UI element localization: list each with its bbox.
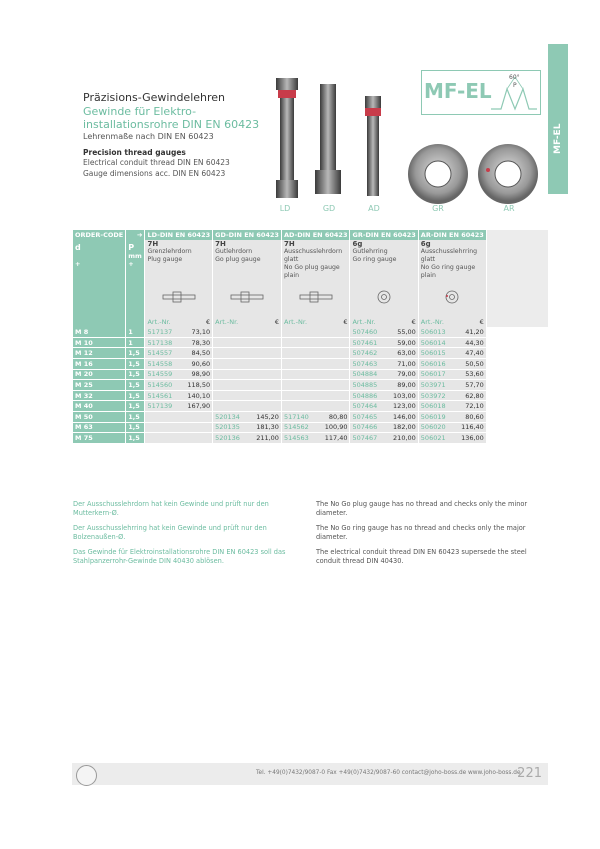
price [319,337,350,348]
table-row [73,422,548,433]
article-number: 507463 [350,358,388,369]
footer [72,763,548,785]
thread-size: M 32 [73,390,126,401]
desc-ad [281,240,350,318]
article-number: 506017 [418,369,456,380]
price: 44,30 [456,337,486,348]
price [251,401,282,412]
article-number: 514559 [145,369,183,380]
article-number [145,433,183,444]
article-number: 517140 [281,411,319,422]
article-number: 507465 [350,411,388,422]
article-number [213,390,251,401]
euro-label: € [456,318,486,328]
thread-size: M 63 [73,422,126,433]
arrow-icon: ➔ [126,230,145,240]
description-line: plain [283,271,300,279]
thread-size: M 12 [73,348,126,359]
notes-de [73,500,303,566]
article-number [281,327,319,337]
dimensions-de: Lehrenmaße nach DIN EN 60423 [83,132,214,141]
subtitle-de-line1: Gewinde für Elektro- [83,105,197,118]
gd-plug-gauge-image [315,84,341,194]
thread-pitch: 1,5 [126,380,145,391]
thread-pitch: 1,5 [126,390,145,401]
thread-size: M 8 [73,327,126,337]
table-row [73,401,548,412]
article-number [281,348,319,359]
article-number: 514560 [145,380,183,391]
price: 63,00 [388,348,418,359]
article-number [281,401,319,412]
note-en-3: The electrical conduit thread DIN EN 60423 supersede the steel conduit thread DIN 40430. [316,548,527,565]
price: 59,00 [388,337,418,348]
description-line: Gutlehrdorn [215,247,253,255]
desc-ar [418,240,486,318]
price: 123,00 [388,401,418,412]
description-line: No Go plug gauge [283,263,340,271]
thread-pitch: 1 [126,327,145,337]
price: 140,10 [183,390,213,401]
price: 117,40 [319,433,350,444]
price: 103,00 [388,390,418,401]
price: 55,00 [388,327,418,337]
description-line: Go plug gauge [215,255,261,263]
dimensions-en: Gauge dimensions acc. DIN EN 60423 [83,169,226,178]
gauge-table [73,230,548,444]
thread-size: M 75 [73,433,126,444]
table-row [73,358,548,369]
price: 98,90 [183,369,213,380]
price [251,337,282,348]
article-number: 517138 [145,337,183,348]
plug-gauge-icon [227,290,267,304]
ring-gauge-icon [432,290,472,304]
col-header-ad: AD-DIN EN 60423 [281,230,350,240]
description-line: Gutlehrring [352,247,388,255]
thread-size: M 40 [73,401,126,412]
price: 47,40 [456,348,486,359]
article-number: 514558 [145,358,183,369]
ld-plug-gauge-image [276,78,298,198]
price [183,433,213,444]
price: 78,30 [183,337,213,348]
company-logo [76,765,97,786]
desc-gr [350,240,418,318]
article-number: 504885 [350,380,388,391]
note-en-1: The No Go plug gauge has no thread and checks only the minor diameter. [316,500,528,517]
product-label-ld: LD [279,204,291,213]
price [251,369,282,380]
article-number [281,358,319,369]
price [319,369,350,380]
article-number: 507460 [350,327,388,337]
article-number: 507462 [350,348,388,359]
price [319,380,350,391]
article-number: 514557 [145,348,183,359]
price [319,401,350,412]
section-tab-label: MF-EL [553,123,563,154]
euro-label: € [183,318,213,328]
article-number: 506021 [418,433,456,444]
section-tab [548,44,568,194]
price: 90,60 [183,358,213,369]
price: 146,00 [388,411,418,422]
footer-contact: Tel. +49(0)7432/9087-0 Fax +49(0)7432/9087-60 contact@joho-boss.de www.joho-boss.de [256,770,521,776]
thread-size: M 50 [73,411,126,422]
price [183,422,213,433]
article-number: 506015 [418,348,456,359]
price [251,358,282,369]
description-line: No Go ring gauge [420,263,476,271]
article-number: 514562 [281,422,319,433]
product-label-gd: GD [322,204,336,213]
price [183,411,213,422]
article-number: 507466 [350,422,388,433]
price [319,348,350,359]
article-number: 507467 [350,433,388,444]
euro-label: € [319,318,350,328]
table-row [73,411,548,422]
euro-label: € [251,318,282,328]
price: 80,80 [319,411,350,422]
price: 182,00 [388,422,418,433]
price: 181,30 [251,422,282,433]
description-line: Plug gauge [147,255,183,263]
art-nr-label: Art.-Nr. [213,318,251,328]
article-number [281,337,319,348]
price: 84,50 [183,348,213,359]
price: 62,80 [456,390,486,401]
price: 210,00 [388,433,418,444]
description-line: glatt [283,255,299,263]
description-line: Grenzlehrdorn [147,247,192,255]
art-nr-label: Art.-Nr. [145,318,183,328]
article-number [213,327,251,337]
thread-pitch: 1,5 [126,401,145,412]
table-row [73,380,548,391]
article-number: 507464 [350,401,388,412]
article-number: 504884 [350,369,388,380]
description-line: Ausschusslehrdorn [283,247,343,255]
price: 79,00 [388,369,418,380]
product-label-ad: AD [368,204,380,213]
table-row [73,390,548,401]
price: 118,50 [183,380,213,391]
table-row [73,433,548,444]
page-title-de: Präzisions-Gewindelehren [83,91,226,104]
price: 100,90 [319,422,350,433]
gr-ring-gauge-image [408,144,468,204]
article-number [281,369,319,380]
note-de-1: Der Ausschusslehrdorn hat kein Gewinde und prüft nur den Mutterkern-Ø. [73,500,269,517]
article-number: 504886 [350,390,388,401]
price [251,327,282,337]
d-header: d + [73,240,126,318]
art-nr-label: Art.-Nr. [281,318,319,328]
note-de-3: Das Gewinde für Elektroinstallationsrohre DIN EN 60423 soll das Stahlpanzerrohr-Gewinde DIN 40430 ablösen. [73,548,286,565]
price: 71,00 [388,358,418,369]
price: 73,10 [183,327,213,337]
plug-gauge-icon [159,290,199,304]
article-number: 514563 [281,433,319,444]
notes-en [316,500,536,566]
art-nr-label: Art.-Nr. [350,318,388,328]
product-label-gr: GR [432,204,444,213]
plug-gauge-icon [296,290,336,304]
note-de-2: Der Ausschusslehrring hat kein Gewinde und prüft nur den Bolzenaußen-Ø. [73,524,267,541]
price [251,348,282,359]
article-number: 503972 [418,390,456,401]
thread-size: M 10 [73,337,126,348]
thread-pitch: 1,5 [126,411,145,422]
ar-ring-gauge-image [478,144,538,204]
article-number: 506016 [418,358,456,369]
article-number: 506020 [418,422,456,433]
article-number: 517139 [145,401,183,412]
description-line: glatt [420,255,436,263]
thread-pitch: 1 [126,337,145,348]
article-number: 517137 [145,327,183,337]
price: 89,00 [388,380,418,391]
subtitle-de-line2: installationsrohre DIN EN 60423 [83,118,260,131]
description-line: Ausschusslehrring [420,247,478,255]
article-number [281,380,319,391]
col-header-gd: GD-DIN EN 60423 [213,230,282,240]
desc-ld [145,240,213,318]
article-number [145,411,183,422]
pitch-header: P mm + [126,240,145,318]
table-row [73,348,548,359]
price: 80,60 [456,411,486,422]
col-header-gr: GR-DIN EN 60423 [350,230,418,240]
tolerance-class: 7H [215,239,226,248]
logo-angle: 60° [509,74,520,81]
article-number [213,358,251,369]
price: 41,20 [456,327,486,337]
col-header-ar: AR-DIN EN 60423 [418,230,486,240]
article-number: 506013 [418,327,456,337]
price: 53,60 [456,369,486,380]
article-number [281,390,319,401]
subtitle-en: Electrical conduit thread DIN EN 60423 [83,158,230,167]
tolerance-class: 7H [283,239,295,248]
article-number [213,337,251,348]
logo-pitch: P [513,82,517,89]
article-number [213,401,251,412]
price [319,327,350,337]
thread-pitch: 1,5 [126,358,145,369]
tolerance-class: 6g [352,239,363,248]
table-row [73,369,548,380]
ring-gauge-icon [364,290,404,304]
desc-gd [213,240,282,318]
thread-size: M 20 [73,369,126,380]
price: 50,50 [456,358,486,369]
price: 72,10 [456,401,486,412]
article-number: 520134 [213,411,251,422]
article-number: 506019 [418,411,456,422]
tolerance-class: 7H [147,239,159,248]
article-number [213,380,251,391]
product-images [270,72,540,206]
article-number [145,422,183,433]
order-code-label: ORDER-CODE [73,230,126,240]
table-row [73,327,548,337]
article-number: 503971 [418,380,456,391]
col-header-ld: LD-DIN EN 60423 [145,230,213,240]
thread-size: M 16 [73,358,126,369]
article-number: 506014 [418,337,456,348]
product-label-ar: AR [503,204,515,213]
price: 145,20 [251,411,282,422]
euro-label: € [388,318,418,328]
description-line: plain [420,271,436,279]
price: 57,70 [456,380,486,391]
thread-pitch: 1,5 [126,348,145,359]
price: 211,00 [251,433,282,444]
note-en-2: The No Go ring gauge has no thread and checks only the major diameter. [316,524,526,541]
article-number [213,348,251,359]
ad-plug-gauge-image [365,96,381,196]
price [319,390,350,401]
article-number: 520136 [213,433,251,444]
price: 136,00 [456,433,486,444]
thread-pitch: 1,5 [126,422,145,433]
price: 116,40 [456,422,486,433]
description-line: Go ring gauge [352,255,397,263]
thread-size: M 25 [73,380,126,391]
article-number: 520135 [213,422,251,433]
table-row [73,337,548,348]
article-number: 514561 [145,390,183,401]
price [251,390,282,401]
price [251,380,282,391]
article-number: 506018 [418,401,456,412]
price: 167,90 [183,401,213,412]
article-number [213,369,251,380]
logo-text: MF-EL [424,79,492,103]
thread-pitch: 1,5 [126,369,145,380]
art-nr-label: Art.-Nr. [418,318,456,328]
tolerance-class: 6g [420,239,431,248]
price [319,358,350,369]
article-number: 507461 [350,337,388,348]
thread-pitch: 1,5 [126,433,145,444]
page-number: 221 [517,766,542,781]
page-title-en: Precision thread gauges [83,148,186,157]
